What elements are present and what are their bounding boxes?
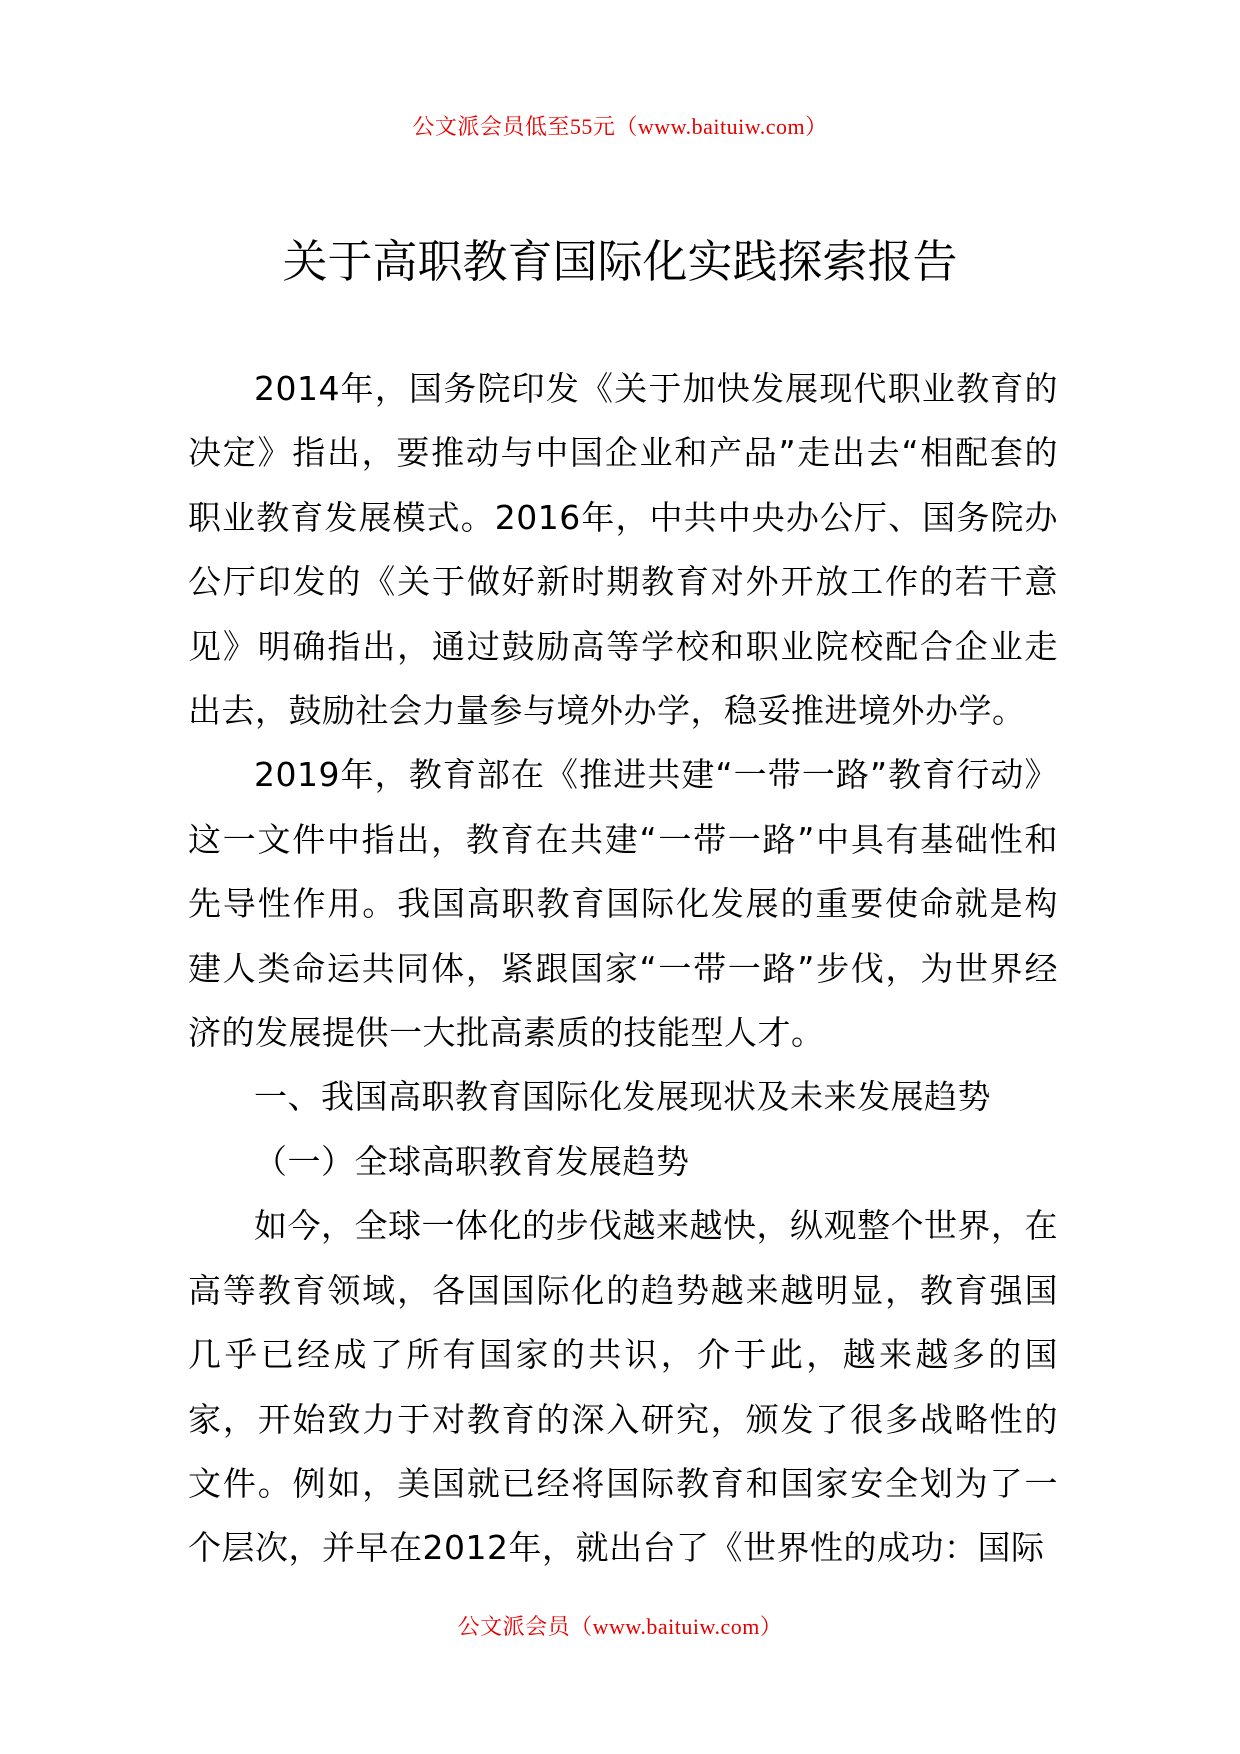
paragraph-2: 2019年，教育部在《推进共建“一带一路”教育行动》这一文件中指出，教育在共建“一带一路”中具有基础性和先导性作用。我国高职教育国际化发展的重要使命就是构建人类命运共同体，紧跟国家“一带一路”步伐，为世界经济的发展提供一大批高素质的技能型人才。 [188,755,1058,1053]
header-watermark-text: 公文派会员低至55元（www.baituiw.com） [412,114,828,139]
paragraph-1: 2014年，国务院印发《关于加快发展现代职业教育的决定》指出，要推动与中国企业和产品”走出去“相配套的职业教育发展模式。2016年，中共中央办公厅、国务院办公厅印发的《关于做好新时期教育对外开放工作的若干意见》明确指出，通过鼓励高等学校和职业院校配合企业走出去，鼓励社会力量参与境外办学，稳妥推进境外办学。 [188,369,1058,731]
paragraph-3: 如今，全球一体化的步伐越来越快，纵观整个世界，在高等教育领域，各国国际化的趋势越来越明显，教育强国几乎已经成了所有国家的共识，介于此，越来越多的国家，开始致力于对教育的深入研究，颁发了很多战略性的文件。例如，美国就已经将国际教育和国家安全划为了一个层次，并早在2012年，就出台了《世界性的成功：国际 [188,1206,1058,1568]
document-title: 关于高职教育国际化实践探索报告 [282,235,958,288]
subsection-heading-1: （一）全球高职教育发展趋势 [254,1141,690,1181]
footer-watermark-text: 公文派会员（www.baituiw.com） [457,1614,783,1639]
section-heading-1: 一、我国高职教育国际化发展现状及未来发展趋势 [254,1077,991,1117]
document-body [188,357,1058,1581]
